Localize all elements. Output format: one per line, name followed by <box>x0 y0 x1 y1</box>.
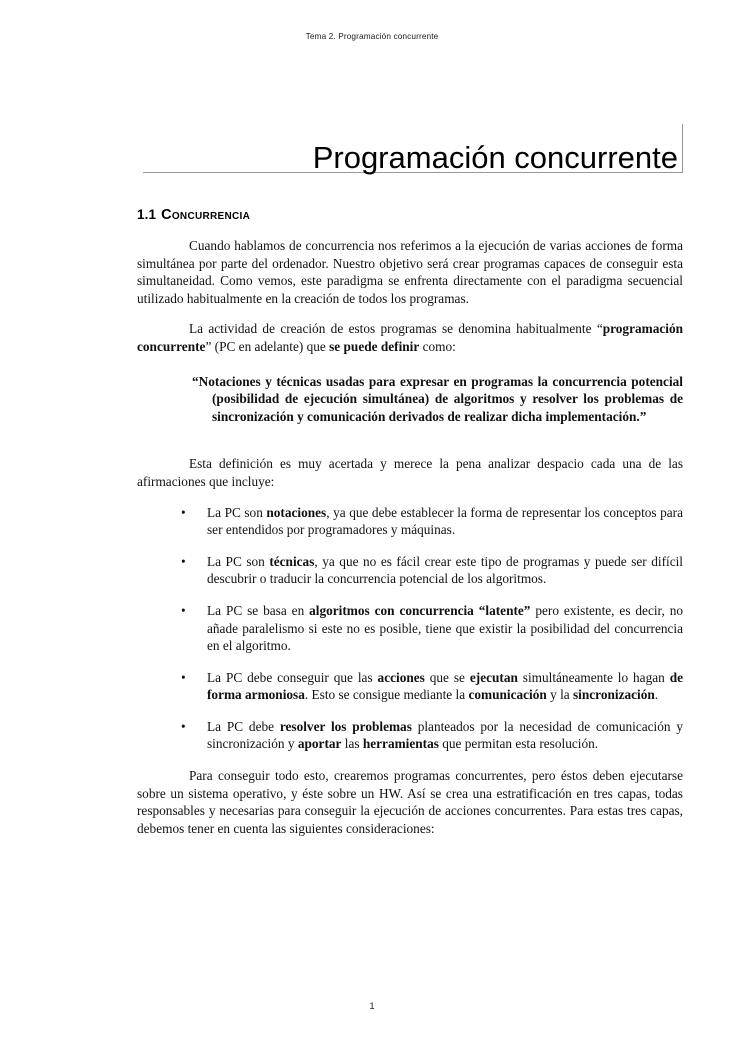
paragraph-analysis: Esta definición es muy acertada y merece la pena analizar despacio cada una de las afirmaciones que incluye: <box>137 456 683 489</box>
page-title: Programación concurrente <box>312 140 678 175</box>
list-item <box>137 718 683 753</box>
document-body <box>137 207 683 850</box>
list-item-text: La PC debe resolver los problemas planteados por la necesidad de comunicación y sincronización y aportar las herramientas que permitan esta resolución. <box>207 718 683 752</box>
list-item <box>137 553 683 588</box>
bullet-icon: • <box>181 504 186 520</box>
section-heading <box>137 207 683 223</box>
paragraph-closing: Para conseguir todo esto, crearemos programas concurrentes, pero éstos deben ejecutarse sobre un sistema operativo, y éste sobre un HW. Así se crea una estratificación en tres capas, todas responsables y necesarias para conseguir la ejecución de acciones concurrentes. Para estas tres capas, debemos tener en cuenta las siguientes consideraciones: <box>137 768 683 836</box>
list-item-text: La PC son técnicas, ya que no es fácil crear este tipo de programas y puede ser difícil descubrir o traducir la concurrencia potencial de los algoritmos. <box>207 553 683 587</box>
running-header: Tema 2. Programación concurrente <box>305 31 439 41</box>
list-item <box>137 669 683 704</box>
bullet-icon: • <box>181 669 186 685</box>
list-item-text: La PC debe conseguir que las acciones que se ejecutan simultáneamente lo hagan de forma armoniosa. Esto se consigue mediante la comunicación y la sincronización. <box>207 669 684 703</box>
section-title: Concurrencia <box>161 207 251 223</box>
paragraph-intro: Cuando hablamos de concurrencia nos referimos a la ejecución de varias acciones de forma simultánea por parte del ordenador. Nuestro objetivo será crear programas capaces de conseguir esta simultaneidad. Como vemos, este paradigma se enfrenta directamente con el paradigma secuencial utilizado habitualmente en la creación de todos los programas. <box>137 238 683 306</box>
bullet-icon: • <box>181 553 186 569</box>
list-item <box>137 504 683 539</box>
bullet-icon: • <box>181 718 186 734</box>
title-rule-block <box>143 124 683 173</box>
section-number: 1.1 <box>137 207 157 222</box>
definition-quote: “Notaciones y técnicas usadas para expresar en programas la concurrencia potencial (posibilidad de ejecución simultánea) de algoritmos y resolver los problemas de sincronización y comunicación derivados de realizar dicha implementación.” <box>192 373 683 424</box>
paragraph-activity: La actividad de creación de estos programas se denomina habitualmente “programación concurrente” (PC en adelante) que se puede definir como: <box>137 321 683 354</box>
list-item-text: La PC son notaciones, ya que debe establecer la forma de representar los conceptos para ser entendidos por programadores y máquinas. <box>207 504 684 538</box>
page-number: 1 <box>369 1001 375 1011</box>
list-item <box>137 602 683 655</box>
bullet-icon: • <box>181 602 186 618</box>
definition-bullet-list <box>137 504 683 754</box>
list-item-text: La PC se basa en algoritmos con concurrencia “latente” pero existente, es decir, no añade paralelismo si este no es posible, tiene que existir la posibilidad del concurrencia en el algoritmo. <box>207 602 683 654</box>
